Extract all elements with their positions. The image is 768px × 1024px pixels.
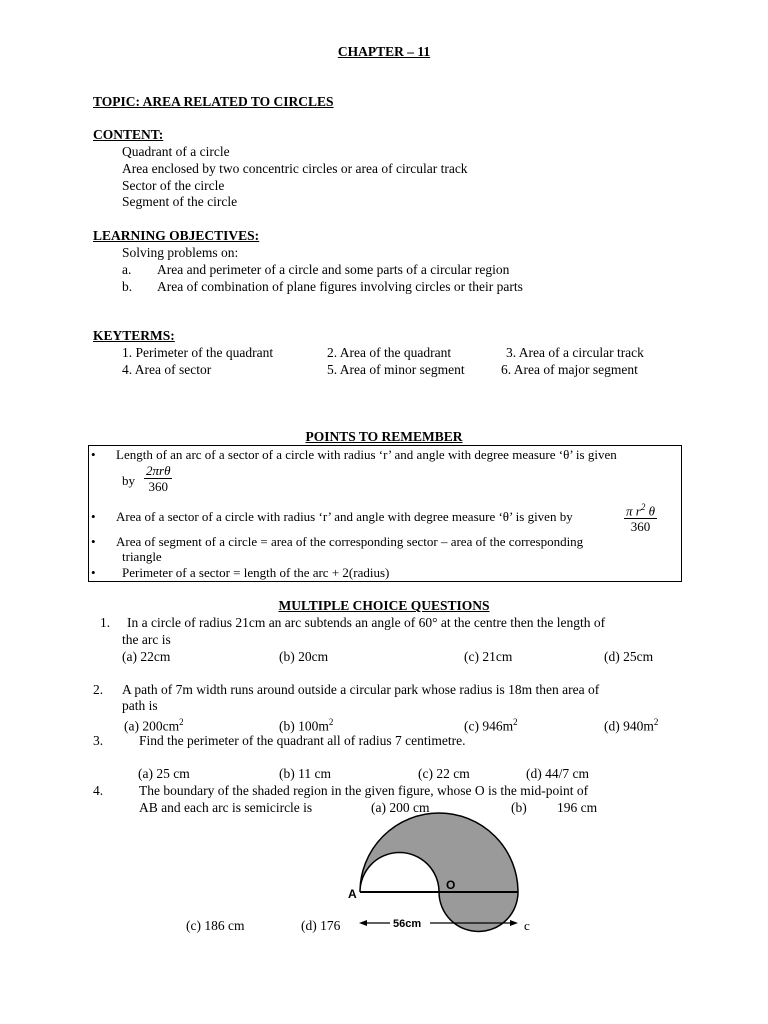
- objective-marker: b.: [122, 279, 133, 294]
- arc-length-fraction: [144, 463, 172, 494]
- objective-text: Area of combination of plane figures involving circles or their parts: [157, 279, 523, 294]
- bullet-icon: •: [91, 509, 96, 524]
- question-4-text-cont: AB and each arc is semicircle is: [139, 800, 313, 815]
- question-2-text: A path of 7m width runs around outside a circular park whose radius is 18m then area of: [122, 682, 600, 697]
- option-label: (d) 940m: [604, 718, 654, 734]
- option-label: (b) 100m: [279, 718, 329, 734]
- bullet-icon: •: [91, 565, 96, 580]
- content-item: Sector of the circle: [122, 178, 225, 193]
- option[interactable]: (b): [511, 800, 527, 815]
- point-segment-area: Area of segment of a circle = area of the corresponding sector – area of the corresponding: [116, 534, 584, 549]
- question-2-text-cont: path is: [122, 698, 158, 713]
- option[interactable]: (d) 44/7 cm: [526, 766, 589, 781]
- point-o-label: O: [446, 878, 456, 892]
- question-number: 4.: [93, 783, 104, 798]
- option[interactable]: (b) 20cm: [279, 649, 329, 664]
- fraction-denominator: 360: [148, 479, 168, 494]
- option-superscript: 2: [653, 717, 659, 727]
- dimension-arrow-left: [359, 920, 367, 926]
- option[interactable]: [464, 714, 518, 735]
- option[interactable]: (c) 22 cm: [418, 766, 470, 781]
- objective-marker: a.: [122, 262, 132, 277]
- option-superscript: 2: [179, 717, 184, 727]
- fraction-denominator: 360: [630, 519, 651, 535]
- keyterm-item: 5. Area of minor segment: [327, 362, 465, 377]
- option-superscript: 2: [328, 717, 334, 727]
- point-sector-perimeter: Perimeter of a sector = length of the arc + 2(radius): [122, 565, 390, 580]
- keyterms-heading: KEYTERMS:: [93, 328, 175, 343]
- point-sector-area: Area of a sector of a circle with radius ‘r’ and angle with degree measure ‘θ’ is given by: [116, 509, 573, 524]
- option[interactable]: (d) 25cm: [604, 649, 654, 664]
- point-by: by: [122, 473, 135, 488]
- points-heading: POINTS TO REMEMBER: [305, 429, 463, 444]
- question-4-text: The boundary of the shaded region in the given figure, whose O is the mid-point of: [139, 783, 589, 798]
- dimension-label: 56cm: [393, 918, 422, 930]
- option[interactable]: (a) 25 cm: [138, 766, 190, 781]
- fraction-numerator: 2πrθ: [146, 463, 171, 478]
- keyterm-item: 1. Perimeter of the quadrant: [122, 345, 274, 360]
- shaded-region: [360, 813, 518, 932]
- question-1-text: In a circle of radius 21cm an arc subtends an angle of 60° at the centre then the length of: [127, 615, 606, 630]
- question-3-text: Find the perimeter of the quadrant all of radius 7 centimetre.: [139, 733, 466, 748]
- question-number: 3.: [93, 733, 104, 748]
- fraction-part: π r: [626, 503, 641, 519]
- mcq-heading: MULTIPLE CHOICE QUESTIONS: [278, 598, 490, 613]
- keyterm-item: 3. Area of a circular track: [506, 345, 644, 360]
- fraction-superscript: 2: [640, 502, 646, 512]
- option-superscript: 2: [513, 717, 518, 727]
- fraction-numerator: [624, 500, 657, 519]
- keyterm-item: 4. Area of sector: [122, 362, 212, 377]
- objectives-intro: Solving problems on:: [122, 245, 239, 260]
- dimension-arrow-right: [510, 920, 518, 926]
- objective-text: Area and perimeter of a circle and some parts of a circular region: [157, 262, 510, 277]
- question-1-text-cont: the arc is: [122, 632, 171, 647]
- option[interactable]: (c) 21cm: [464, 649, 513, 664]
- option-label: (a) 200cm: [124, 718, 180, 734]
- question-number: 1.: [100, 615, 111, 630]
- option[interactable]: (c) 186 cm: [186, 918, 245, 933]
- sector-area-fraction: [624, 500, 657, 534]
- point-a-label: A: [348, 887, 357, 901]
- content-item: Segment of the circle: [122, 194, 238, 209]
- question-number: 2.: [93, 682, 104, 697]
- objectives-heading: LEARNING OBJECTIVES:: [93, 228, 260, 243]
- point-c-label: c: [524, 918, 530, 933]
- option[interactable]: (b) 11 cm: [279, 766, 331, 781]
- option[interactable]: [604, 714, 658, 735]
- content-heading: CONTENT:: [93, 127, 164, 142]
- option[interactable]: (a) 22cm: [122, 649, 171, 664]
- option-label: (c) 946m: [464, 718, 514, 734]
- bullet-icon: •: [91, 447, 96, 462]
- point-segment-area-cont: triangle: [122, 549, 162, 564]
- chapter-title: CHAPTER – 11: [337, 44, 431, 59]
- semicircle-figure: [340, 810, 540, 940]
- option[interactable]: (a) 200 cm: [371, 800, 430, 815]
- keyterm-item: 2. Area of the quadrant: [327, 345, 452, 360]
- keyterm-item: 6. Area of major segment: [501, 362, 638, 377]
- option[interactable]: (d) 176: [301, 918, 341, 933]
- bullet-icon: •: [91, 534, 96, 549]
- content-item: Quadrant of a circle: [122, 144, 230, 159]
- content-item: Area enclosed by two concentric circles or area of circular track: [122, 161, 468, 176]
- topic-heading: TOPIC: AREA RELATED TO CIRCLES: [93, 94, 334, 109]
- point-arc-length: Length of an arc of a sector of a circle with radius ‘r’ and angle with degree measure ‘θ’ is given: [116, 447, 617, 462]
- option[interactable]: 196 cm: [557, 800, 598, 815]
- fraction-part: θ: [645, 503, 655, 519]
